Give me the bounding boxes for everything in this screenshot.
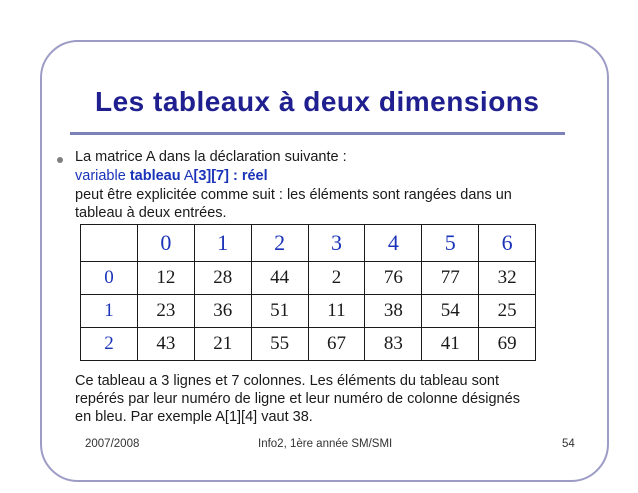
declaration-dimensions: [3][7] : réel	[193, 168, 268, 184]
bullet-line-4: tableau à deux entrées.	[75, 205, 227, 221]
row-header: 1	[81, 295, 138, 328]
table-header-row	[81, 225, 536, 262]
bullet-line-1: La matrice A dans la déclaration suivante :	[75, 149, 347, 165]
declaration-variable: A	[183, 168, 194, 184]
table-cell: 36	[194, 295, 251, 328]
title-underline	[70, 132, 565, 135]
footer-course: Info2, 1ère année SM/SMI	[258, 438, 393, 450]
table-cell: 76	[365, 262, 422, 295]
table-row	[81, 328, 536, 361]
table-cell: 67	[308, 328, 365, 361]
footer-date: 2007/2008	[85, 438, 140, 450]
bullet-line-3: peut être explicitée comme suit : les éléments sont rangées dans un	[75, 187, 512, 203]
matrix-table	[80, 224, 536, 361]
table-cell: 32	[479, 262, 536, 295]
column-header: 3	[308, 225, 365, 262]
declaration-line	[75, 167, 268, 185]
table-cell: 44	[251, 262, 308, 295]
column-header: 4	[365, 225, 422, 262]
declaration-type: tableau	[129, 168, 181, 184]
column-header: 5	[422, 225, 479, 262]
table-cell: 28	[194, 262, 251, 295]
row-header: 2	[81, 328, 138, 361]
table-cell: 21	[194, 328, 251, 361]
footer-page-number: 54	[562, 438, 575, 450]
table-cell: 41	[422, 328, 479, 361]
table-cell: 54	[422, 295, 479, 328]
bullet-icon	[57, 157, 63, 163]
table-cell: 69	[479, 328, 536, 361]
table-cell: 2	[308, 262, 365, 295]
column-header: 0	[137, 225, 194, 262]
column-header: 2	[251, 225, 308, 262]
explanation-line-1: Ce tableau a 3 lignes et 7 colonnes. Les éléments du tableau sont	[75, 373, 500, 389]
table-cell: 43	[137, 328, 194, 361]
column-header: 6	[479, 225, 536, 262]
column-header: 1	[194, 225, 251, 262]
table-cell: 11	[308, 295, 365, 328]
table-cell: 55	[251, 328, 308, 361]
table-cell: 23	[137, 295, 194, 328]
table-cell: 51	[251, 295, 308, 328]
table-cell: 12	[137, 262, 194, 295]
explanation-line-3: en bleu. Par exemple A[1][4] vaut 38.	[75, 409, 313, 425]
table-corner-cell	[81, 225, 138, 262]
table-cell: 25	[479, 295, 536, 328]
table-cell: 77	[422, 262, 479, 295]
table-row	[81, 262, 536, 295]
row-header: 0	[81, 262, 138, 295]
table-cell: 83	[365, 328, 422, 361]
explanation-line-2: repérés par leur numéro de ligne et leur numéro de colonne désignés	[75, 391, 520, 407]
slide-title: Les tableaux à deux dimensions	[95, 86, 540, 117]
declaration-keyword: variable	[75, 168, 130, 184]
table-row	[81, 295, 536, 328]
table-cell: 38	[365, 295, 422, 328]
